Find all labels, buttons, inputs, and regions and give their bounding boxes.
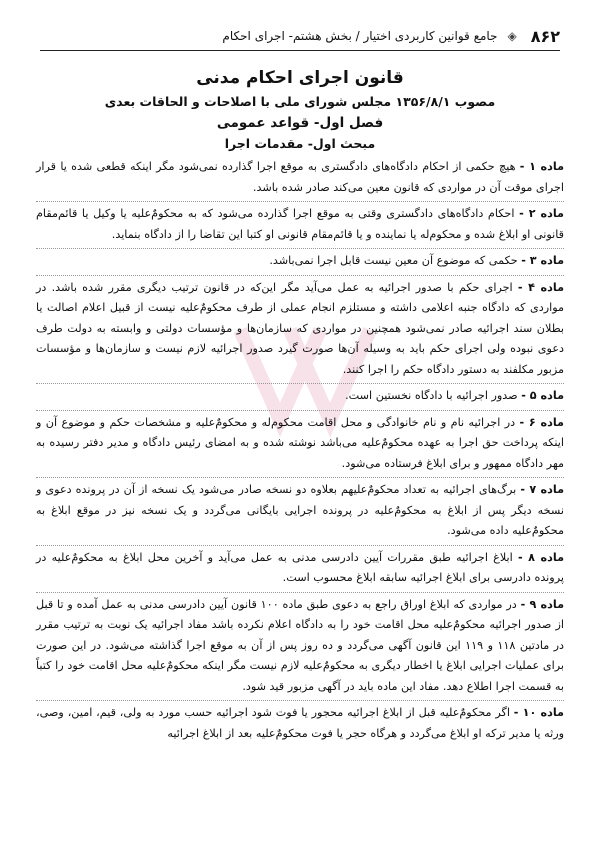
article-8 (36, 548, 564, 593)
page-body (36, 62, 564, 749)
article-2 (36, 204, 564, 249)
article-4 (36, 278, 564, 385)
article-text: ابلاغ اجرائیه طبق مقررات آیین دادرسی مدنی به عمل می‌آید و آخرین محل ابلاغ به محکومٌ‌علیه در پرونده دادرسی برای ابلاغ اجرائیه سابقه ابلاغ محسوب است. (36, 550, 564, 584)
article-9 (36, 595, 564, 702)
article-label: ماده ۲ - (519, 207, 564, 220)
article-label: ماده ۶ - (519, 415, 564, 429)
law-subtitle: مصوب ۱۳۵۶/۸/۱ مجلس شورای ملی با اصلاحات و الحاقات بعدی (104, 94, 496, 109)
running-title: جامع قوانین کاربردی اختیار / بخش هشتم- اجرای احکام (222, 29, 498, 43)
running-header (40, 22, 560, 50)
article-label: ماده ۳ - (521, 254, 564, 267)
article-text: برگ‌های اجرائیه به تعداد محکومٌ‌علیهم بعلاوه دو نسخه صادر می‌شود یک نسخه از آن در پرونده دعوی و نسخه دیگر پس از ابلاغ به محکومٌ‌علیه در پرونده اجرایی بایگانی می‌گردد و یک نسخه نیز در موقع ابلاغ به محکومٌ‌علیه داده می‌شود. (36, 483, 564, 537)
article-10 (36, 703, 564, 747)
article-label: ماده ۵ - (521, 389, 564, 402)
article-1 (36, 157, 564, 202)
article-text: در مواردی که ابلاغ اوراق راجع به دعوی طبق ماده ۱۰۰ قانون آیین دادرسی مدنی به عمل آمده و تا قبل از صدور اجرائیه محکومٌ‌علیه محل اقامت خود را به دادگاه اعلام نکرده باشد مفاد اجرائیه یک نوبت به ترتیب مقرر در مادتین ۱۱۸ و ۱۱۹ این قانون آگهی می‌گردد و ده روز پس از آن به موقع اجرا گذاشته می‌شود. در این صورت برای عملیات اجرایی ابلاغ یا اخطار دیگری به محکومٌ‌علیه لازم نیست مگر اینکه محکومٌ‌علیه محل اقامت خود را کتباً به قسمت اجرا اطلاع دهد. مفاد این ماده باید در آگهی مزبور قید شود. (36, 597, 565, 693)
article-6 (36, 413, 564, 479)
article-label: ماده ۱۰ - (513, 706, 564, 719)
article-text: احکام دادگاه‌های دادگستری وقتی به موقع اجرا گذارده می‌شود که به محکومٌ‌علیه یا وکیل یا قائم‌مقام قانونی او ابلاغ شده و محکوم‌له یا نماینده و یا قائم‌مقام قانونی او کتبا این تقاضا را از دادگاه بنماید. (36, 207, 564, 241)
header-rule (40, 50, 560, 51)
article-text: اجرای حکم با صدور اجرائیه به عمل می‌آید مگر این‌که در قانون ترتیب دیگری مقرر شده باشد. در مواردی که دادگاه جنبه اعلامی داشته و مستلزم انجام عملی از طرف محکومٌ‌علیه نیست از قبیل اعلام اصالت یا بطلان سند اجرائیه صادر نمی‌شود همچنین در مواردی که سازمان‌ها و مؤسسات دولتی و وابسته به دولت طرف دعوی نبوده ولی اجرای حکم باید به وسیله آن‌ها صورت گیرد صدور اجرائیه لازم نیست و سازمان‌ها و مؤسسات مزبور مکلفند به دستور دادگاه حکم را اجرا کنند. (36, 280, 564, 376)
section-heading: مبحث اول- مقدمات اجرا (224, 136, 376, 151)
page-number: ۸۶۲ (530, 26, 560, 46)
header-ornament-icon: ◈ (507, 29, 517, 43)
article-text: اگر محکومٌ‌علیه قبل از ابلاغ اجرائیه محجور یا فوت شود اجرائیه حسب مورد به ولی، قیم، امین، وصی، ورثه یا مدیر ترکه او ابلاغ می‌گردد و هرگاه حجر یا فوت محکومٌ‌علیه بعد از ابلاغ اجرائیه (36, 706, 564, 740)
article-7 (36, 480, 564, 546)
article-label: ماده ۸ - (517, 550, 565, 564)
law-title: قانون اجرای احکام مدنی (196, 68, 404, 88)
article-text: صدور اجرائیه با دادگاه نخستین است. (345, 389, 518, 402)
article-text: حکمی که موضوع آن معین نیست قابل اجرا نمی‌باشد. (269, 254, 518, 267)
chapter-heading: فصل اول- قواعد عمومی (216, 115, 384, 131)
article-3 (36, 251, 564, 276)
article-5 (36, 386, 564, 411)
article-label: ماده ۹ - (520, 597, 564, 611)
article-label: ماده ۱ - (519, 160, 565, 173)
article-label: ماده ۴ - (517, 280, 565, 294)
article-text: در اجرائیه نام و نام خانوادگی و محل اقامت محکوم‌له و محکومٌ‌علیه و مشخصات حکم و موضوع آن و اینکه پرداخت حق اجرا به عهده محکومٌ‌علیه می‌باشد نوشته شده و به امضای رئیس دادگاه و مدیر دفتر رسیده به مهر دادگاه ممهور و برای ابلاغ فرستاده می‌شود. (36, 415, 564, 470)
article-text: هیچ حکمی از احکام دادگاه‌های دادگستری به موقع اجرا گذارده نمی‌شود مگر اینکه قطعی شده یا قرار اجرای موقت آن در مواردی که قانون معین می‌کند صادر شده باشد. (36, 160, 564, 194)
article-label: ماده ۷ - (520, 483, 565, 496)
